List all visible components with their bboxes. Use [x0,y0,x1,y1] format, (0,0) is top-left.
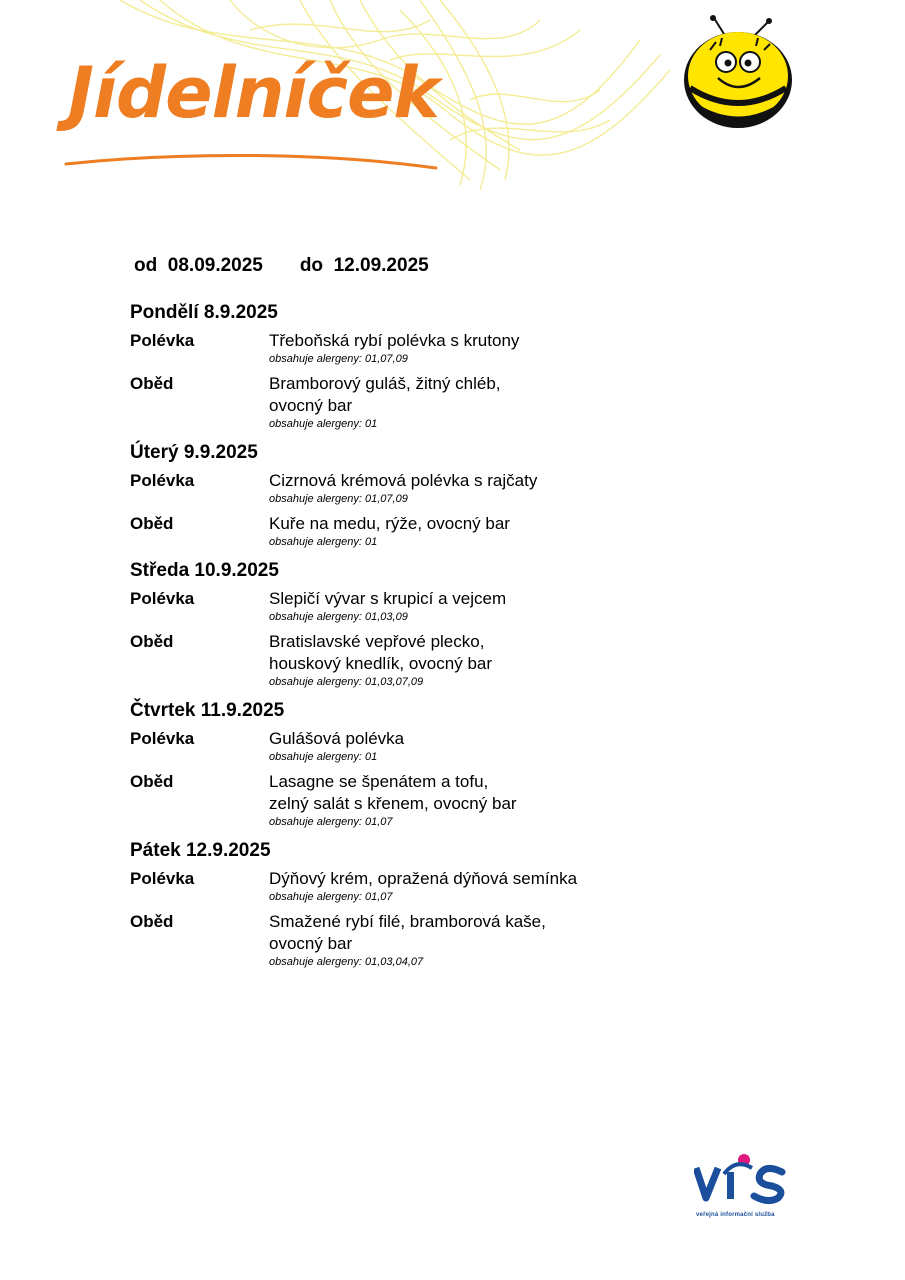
bee-mascot-icon [676,14,796,134]
dish-line: ovocný bar [269,396,353,415]
meal-label: Oběd [130,632,174,651]
meal-lunch [130,513,690,550]
title-underline [60,148,450,178]
date-range [134,255,429,277]
meal-body [269,728,690,765]
dish-line: zelný salát s křenem, ovocný bar [269,794,517,813]
date-to: 12.09.2025 [333,255,429,276]
meal-label: Oběd [130,514,174,533]
meal-soup [130,868,690,905]
allergens-note: obsahuje alergeny: 01,07,09 [269,353,408,365]
allergens-note: obsahuje alergeny: 01,07 [269,816,393,828]
meal-body [269,588,690,625]
meal-body [269,771,690,830]
date-to-label: do [299,255,324,276]
dish-line: Cizrnová krémová polévka s rajčaty [269,471,538,490]
day-title: Úterý 9.9.2025 [130,442,258,463]
weekly-menu [130,300,690,978]
meal-lunch [130,631,690,690]
allergens-note: obsahuje alergeny: 01 [269,418,378,430]
dish-line: Gulášová polévka [269,729,405,748]
allergens-note: obsahuje alergeny: 01,03,07,09 [269,676,424,688]
meal-body [269,373,690,432]
meal-soup [130,588,690,625]
dish-line: Kuře na medu, rýže, ovocný bar [269,514,510,533]
allergens-note: obsahuje alergeny: 01,07 [269,891,393,903]
allergens-note: obsahuje alergeny: 01,03,04,07 [269,956,424,968]
allergens-note: obsahuje alergeny: 01 [269,536,378,548]
allergens-note: obsahuje alergeny: 01,03,09 [269,611,408,623]
meal-soup [130,330,690,367]
allergens-note: obsahuje alergeny: 01,07,09 [269,493,408,505]
meal-lunch [130,771,690,830]
date-from-label: od [134,255,158,276]
dish-line: Třeboňská rybí polévka s krutony [269,331,520,350]
meal-body [269,513,690,550]
dish-line: Lasagne se špenátem a tofu, [269,772,489,791]
dish-line: Smažené rybí filé, bramborová kaše, [269,912,546,931]
date-from: 08.09.2025 [167,255,263,276]
allergens-note: obsahuje alergeny: 01 [269,751,378,763]
dish-line: Slepičí vývar s krupicí a vejcem [269,589,507,608]
meal-soup [130,470,690,507]
meal-body [269,868,690,905]
meal-label: Polévka [130,471,195,490]
day-title: Středa 10.9.2025 [130,560,279,581]
meal-label: Polévka [130,331,195,350]
meal-body [269,330,690,367]
meal-lunch [130,373,690,432]
day-wednesday [130,558,690,690]
meal-label: Polévka [130,589,195,608]
meal-label: Polévka [130,729,195,748]
day-title: Pondělí 8.9.2025 [130,302,278,323]
vis-tagline: veřejná informační služba [696,1212,775,1218]
day-monday [130,300,690,432]
day-title: Čtvrtek 11.9.2025 [130,700,285,721]
dish-line: ovocný bar [269,934,353,953]
meal-label: Oběd [130,912,174,931]
page-title: Jídelníček [68,52,439,134]
meal-label: Oběd [130,374,174,393]
dish-line: Bramborový guláš, žitný chléb, [269,374,501,393]
day-title: Pátek 12.9.2025 [130,840,271,861]
day-friday [130,838,690,970]
meal-label: Oběd [130,772,174,791]
day-thursday [130,698,690,830]
vis-logo [694,1150,794,1210]
day-tuesday [130,440,690,550]
dish-line: Bratislavské vepřové plecko, [269,632,485,651]
meal-label: Polévka [130,869,195,888]
dish-line: houskový knedlík, ovocný bar [269,654,493,673]
dish-line: Dýňový krém, opražená dýňová semínka [269,869,578,888]
meal-body [269,631,690,690]
meal-body [269,470,690,507]
meal-soup [130,728,690,765]
meal-body [269,911,690,970]
meal-lunch [130,911,690,970]
